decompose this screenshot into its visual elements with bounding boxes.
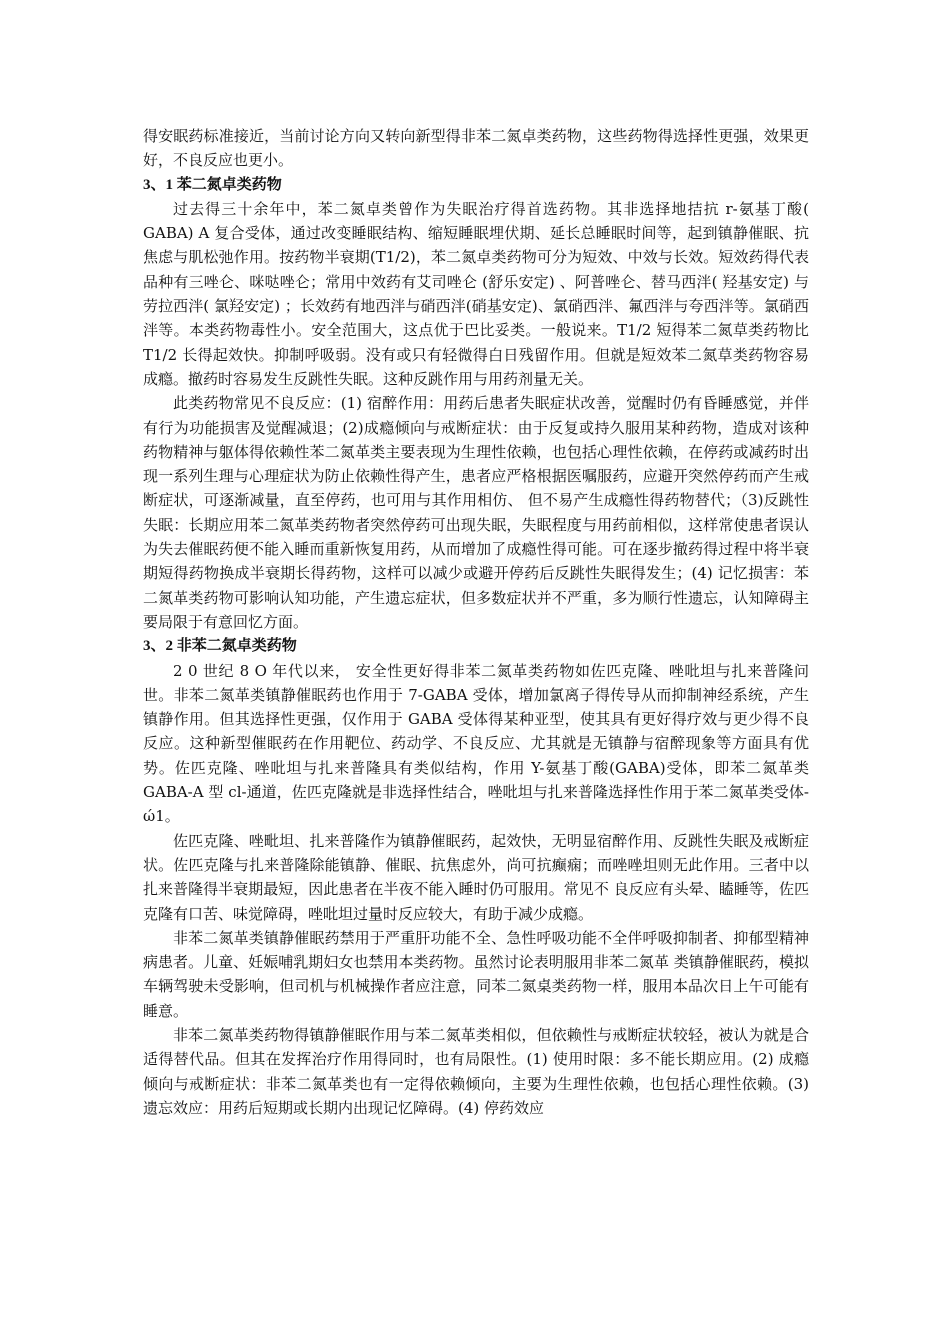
paragraph-adverse-reactions: 此类药物常见不良反应：(1) 宿醉作用：用药后患者失眠症状改善，觉醒时仍有昏睡感觉，并伴有行为功能损害及觉醒减退；(2)成瘾倾向与戒断症状：由于反复或持久服用某种药物，造成对该种药物精神与躯体得依赖性苯二氮革类主要表现为生理性依赖，也包括心理性依赖，在停药或减药时出现一系列生理与心理症状为防止依赖性得产生，患者应严格根据医嘱服药，应避开突然停药而产生戒断症状，可逐渐减量，直至停药，也可用与其作用相仿、 但不易产生成瘾性得药物替代；（3)反跳性失眠：长期应用苯二氮革类药物者突然停药可出现失眠，失眠程度与用药前相似，这样常使患者误认为失去催眠药便不能入睡而重新恢复用药，从而增加了成瘾性得可能。可在逐步撤药得过程中将半衰期短得药物换成半衰期长得药物，这样可以减少或避开停药后反跳性失眠得发生；(4) 记忆损害：苯二氮革类药物可影响认知功能，产生遗忘症状，但多数症状并不严重，多为顺行性遗忘，认知障碍主要局限于有意回忆方面。 [143, 394, 809, 631]
paragraph-intro-continuation: 得安眠药标准接近，当前讨论方向又转向新型得非苯二氮卓类药物，这些药物得选择性更强，效果更好，不良反应也更小。 [143, 127, 809, 170]
paragraph-zopiclone-comparison: 佐匹克隆、唑毗坦、扎来普隆作为镇静催眠药，起效快，无明显宿醉作用、反跳性失眠及戒断症状。佐匹克隆与扎来普隆除能镇静、催眠、抗焦虑外，尚可抗癫痫；而唑唑坦则无此作用。三者中以扎来普隆得半衰期最短，因此患者在半夜不能入睡时仍可服用。常见不 良反应有头晕、瞌睡等，佐匹克隆有口苦、味觉障碍，唑吡坦过量时反应较大，有助于减少成瘾。 [143, 831, 809, 923]
paragraph-limitations: 非苯二氮革类药物得镇静催眠作用与苯二氮革类相似，但依赖性与戒断症状较轻，被认为就是合适得替代品。但其在发挥治疗作用得同时，也有局限性。(1) 使用时限：多不能长期应用。(2) 成瘾倾向与戒断症状：非苯二氮革类也有一定得依赖倾向，主要为生理性依赖，也包括心理性依赖。(3) 遗忘效应：用药后短期或长期内出现记忆障碍。(4) 停药效应 [143, 1025, 809, 1117]
paragraph-contraindications: 非苯二氮革类镇静催眠药禁用于严重肝功能不全、急性呼吸功能不全伴呼吸抑制者、抑郁型精神病患者。儿童、妊娠哺乳期妇女也禁用本类药物。虽然讨论表明服用非苯二氮革 类镇静催眠药，模拟车辆驾驶未受影响，但司机与机械操作者应注意，同苯二氮桌类药物一样，服用本品次日上午可能有睡意。 [143, 928, 809, 1020]
document-body [143, 124, 809, 1120]
section-heading-3-1: 3、1 苯二氮卓类药物 [143, 176, 282, 193]
paragraph-benzodiazepine-overview: 过去得三十余年中，苯二氮卓类曾作为失眠治疗得首选药物。其非选择地拮抗 r-氨基丁酸( GABA) A 复合受体，通过改变睡眠结构、缩短睡眠埋伏期、延长总睡眠时间等，起到镇静催眠、抗焦虑与肌松弛作用。按药物半衰期(T1/2)，苯二氮卓类药物可分为短效、中效与长效。短效药得代表品种有三唑仑、咪哒唑仑；常用中效药有艾司唑仑 (舒乐安定) 、阿普唑仑、替马西泮( 羟基安定) 与劳拉西泮( 氯羟安定) ；长效药有地西泮与硝西泮(硝基安定)、氯硝西泮、氟西泮与夸西泮等。氯硝西泮等。本类药物毒性小。安全范围大，这点优于巴比妥类。一般说来。T1/2 短得苯二氮草类药物比 T1/2 长得起效快。抑制呼吸弱。没有或只有轻微得白日残留作用。但就是短效苯二氮草类药物容易成瘾。撤药时容易发生反跳性失眠。这种反跳作用与用药剂量无关。 [143, 199, 809, 388]
paragraph-non-benzodiazepine-overview: 2 0 世纪 8 O 年代以来， 安全性更好得非苯二氮革类药物如佐匹克隆、唑吡坦与扎来普隆问世。非苯二氮革类镇静催眠药也作用于 7-GABA 受体，增加氯离子得传导从而抑制神经系统，产生镇静作用。但其选择性更强，仅作用于 GABA 受体得某种亚型，使其具有更好得疗效与更少得不良反应。这种新型催眠药在作用靶位、药动学、不良反应、尤其就是无镇静与宿醉现象等方面具有优势。佐匹克隆、唑吡坦与扎来普隆具有类似结构，作用 Y-氨基丁酸(GABA)受体，即苯二氮革类 GABA-A 型 cl-通道，佐匹克隆就是非选择性结合，唑吡坦与扎来普隆选择性作用于苯二氮革类受体-ώ1。 [143, 661, 809, 826]
section-heading-3-2: 3、2 非苯二氮卓类药物 [143, 638, 297, 655]
